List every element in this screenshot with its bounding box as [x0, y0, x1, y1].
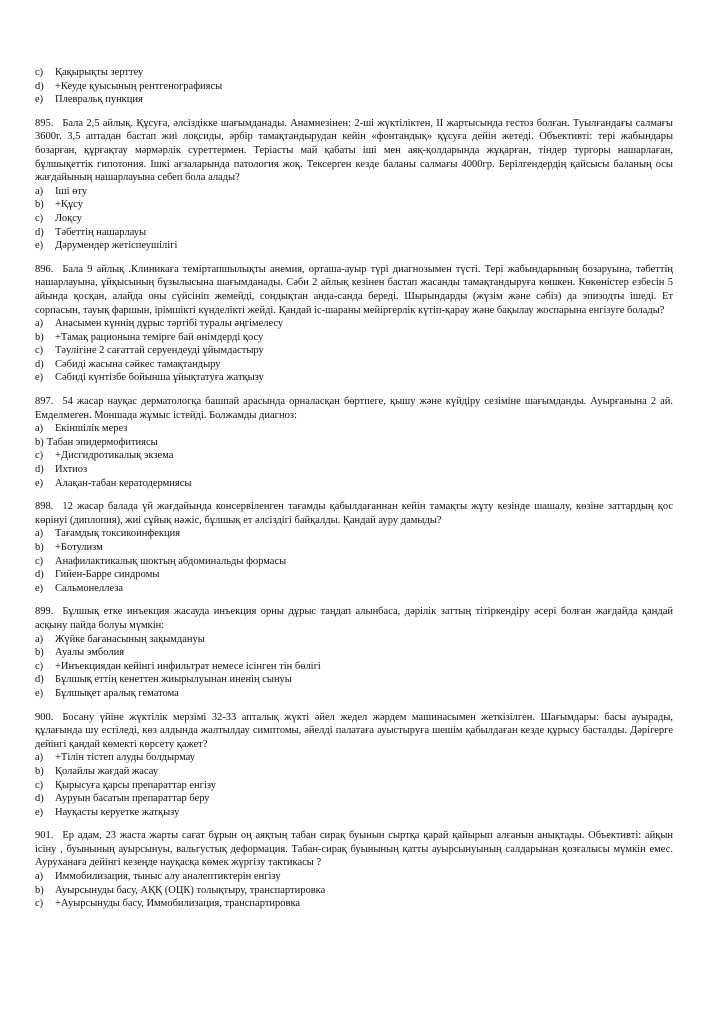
- option-text: Бұлшық еттің кенеттен жиырылуынан иненің сынуы: [55, 674, 292, 686]
- option-text: Ауырсынуды басу, АҚҚ (ОЦК) толықтыру, транспартировка: [55, 884, 326, 896]
- question-stem: [35, 263, 673, 317]
- option-letter: e): [35, 372, 44, 384]
- answer-option: [35, 344, 673, 358]
- option-letter: b): [35, 331, 44, 343]
- option-letter: b): [35, 647, 44, 659]
- option-text: Гийен-Барре синдромы: [55, 569, 160, 581]
- intro-options: [35, 66, 673, 107]
- question-900: [35, 711, 673, 820]
- question-number: 898.: [35, 501, 54, 513]
- answer-option: [35, 422, 673, 436]
- answer-option: [35, 541, 673, 555]
- question-895: [35, 117, 673, 253]
- answer-option: [35, 582, 673, 596]
- option-text: +Тамақ рационына темірге бай өнімдерді қосу: [55, 331, 264, 343]
- option-letter: d): [35, 80, 44, 92]
- option-letter: c): [35, 555, 44, 567]
- answer-option: [35, 66, 673, 80]
- option-letter: c): [35, 898, 44, 910]
- question-number: 899.: [35, 606, 54, 618]
- answer-option: [35, 527, 673, 541]
- answer-options: [35, 633, 673, 701]
- question-stem: [35, 395, 673, 422]
- answer-option: [35, 792, 673, 806]
- question-899: [35, 605, 673, 700]
- question-text: 12 жасар балада үй жағдайында консервіленген тағамды қабылдағаннан кейін тамақты жұту кезінде шашалу, көзіне заттардың қос көрінуі (диплопия), жиі сұйық нәжіс, бұлшық ет әлсіздігі байқалды. Қандай ауру дамыды?: [35, 501, 673, 526]
- option-text: +Кеуде қуысының рентгенографиясы: [55, 80, 223, 92]
- answer-option: [35, 317, 673, 331]
- option-text: Лоқсу: [55, 212, 82, 224]
- answer-option: [35, 568, 673, 582]
- option-letter: c): [35, 450, 44, 462]
- answer-option: [35, 212, 673, 226]
- option-text: Дәрумендер жетіспеушілігі: [55, 240, 178, 252]
- option-letter: a): [35, 185, 44, 197]
- answer-option: [35, 331, 673, 345]
- option-letter: a): [35, 318, 44, 330]
- answer-option: [35, 436, 673, 450]
- option-letter: e): [35, 94, 44, 106]
- question-stem: [35, 829, 673, 870]
- option-letter: e): [35, 806, 44, 818]
- answer-option: [35, 80, 673, 94]
- answer-option: [35, 673, 673, 687]
- option-text: Ихтиоз: [55, 464, 88, 476]
- option-letter: d): [35, 358, 44, 370]
- option-letter: b): [35, 884, 44, 896]
- option-text: Екіншілік мерез: [55, 423, 128, 435]
- option-text: Тәулігіне 2 сағаттай серуендеуді ұйымдастыру: [55, 345, 264, 357]
- option-text: +Ауырсынуды басу, Иммобилизация, транспартировка: [55, 898, 301, 910]
- answer-options: [35, 751, 673, 819]
- answer-option: [35, 371, 673, 385]
- option-letter: a): [35, 752, 44, 764]
- option-text: +Ботулизм: [55, 542, 103, 553]
- answer-option: [35, 751, 673, 765]
- answer-option: [35, 93, 673, 107]
- answer-option: [35, 226, 673, 240]
- option-text: Қырысуға қарсы препараттар енгізу: [55, 779, 217, 791]
- option-letter: d): [35, 464, 44, 476]
- answer-option: [35, 555, 673, 569]
- question-number: 900.: [35, 711, 54, 723]
- option-letter: a): [35, 871, 44, 883]
- answer-options: [35, 870, 673, 911]
- question-901: [35, 829, 673, 911]
- option-text: Анасымен күннің дұрыс тәртібі туралы әңгімелесу: [55, 318, 284, 330]
- answer-option: [35, 633, 673, 647]
- option-letter: c): [35, 779, 44, 791]
- answer-option: [35, 463, 673, 477]
- option-text: Сәбиді жасына сәйкес тамақтандыру: [55, 358, 221, 370]
- option-text: Табан эпидермофитиясы: [46, 436, 158, 448]
- option-letter: e): [35, 582, 44, 594]
- answer-option: [35, 358, 673, 372]
- answer-option: [35, 477, 673, 491]
- option-text: +Инъекциядан кейінгі инфильтрат немесе ісінген тін бөлігі: [55, 660, 321, 672]
- answer-option: [35, 884, 673, 898]
- option-text: Ауалы эмболия: [55, 647, 125, 659]
- answer-option: [35, 870, 673, 884]
- answer-options: [35, 527, 673, 595]
- option-letter: c): [35, 345, 44, 357]
- option-text: Бұлшықет аралық гематома: [55, 687, 179, 699]
- option-text: Қақырықты зерттеу: [55, 67, 144, 78]
- answer-option: [35, 646, 673, 660]
- option-letter: e): [35, 477, 44, 489]
- answer-options: [35, 422, 673, 490]
- option-letter: d): [35, 226, 44, 238]
- answer-options: [35, 185, 673, 253]
- question-number: 897.: [35, 396, 54, 408]
- answer-option: [35, 897, 673, 911]
- option-letter: d): [35, 793, 44, 805]
- option-letter: d): [35, 569, 44, 581]
- option-letter: c): [35, 660, 44, 672]
- question-text: Бала 2,5 айлық. Құсуға, әлсіздікке шағымданады. Анамнезінен: 2-ші жүктіліктен, ІІ жартысында гестоз болған. Туылғандағы салмағы 3600г. 3,5 аптадан бастап жиі лоқсиды, әрбір тамақтандырудан кейін «фонтандық» құсуға дейін жетеді. Объективті: тері жабындары бозарған, құрғақтау мәрмәрлік суреттермен. Терiасты май қабаты іші мен аяқ-қолдарында жұқарған, тіндер тургоры нашарлаған, бұлшықеттік гипотония. Ішкі ағзаларында патология жоқ. Тексерген кезде баланы салмағы 4000гр. Берілгендердің қайсысы баланың осы жағдайының нашарлауына себеп бола алады?: [35, 117, 673, 184]
- answer-option: [35, 198, 673, 212]
- option-text: +Дисгидротикалық экзема: [55, 450, 174, 462]
- option-letter: c): [35, 212, 44, 224]
- question-text: Бұлшық етке инъекция жасауда инъекция орны дұрыс таңдап алынбаса, дәрілік заттың тітіркендіру әсері болған жағдайда қандай асқыну пайда болуы мүмкін:: [35, 606, 673, 631]
- question-number: 896.: [35, 263, 54, 275]
- option-text: Науқасты керуетке жатқызу: [55, 806, 180, 818]
- answer-option: [35, 687, 673, 701]
- answer-option: [35, 185, 673, 199]
- option-text: Тәбеттің нашарлауы: [55, 226, 147, 238]
- option-text: Иммобилизация, тыныс алу аналептиктерін енгізу: [55, 871, 281, 883]
- answer-option: [35, 660, 673, 674]
- option-text: Анафилактикалық шоктың абдоминальды формасы: [55, 555, 287, 567]
- option-letter: b): [35, 765, 44, 777]
- answer-option: [35, 449, 673, 463]
- question-text: Ер адам, 23 жаста жарты сағат бұрын оң аяқтың табан сирақ буынын сыртқа қарай қайырып алғанын анықтады. Объективті: айқын ісіну , буынының ауырсынуы, вальгустық деформация. Табан-сирақ буынының қатты ауырсынуының салдарынан қозғалысы мүмкін емес. Ауруханаға дейінгі кезеңде науқасқа көмек жүргізу тактикасы ?: [35, 830, 673, 869]
- option-text: Плевральқ пункция: [55, 94, 143, 106]
- question-896: [35, 263, 673, 385]
- answer-option: [35, 779, 673, 793]
- question-897: [35, 395, 673, 490]
- question-text: Босану үйіне жүктілік мерзімі 32-33 апталық жүкті әйел жедел жәрдем машинасымен жеткізілген. Шағымдары: басы ауырады, құлағында шу естіледі, көз алдында жалтылдау симптомы, әйелді палатаға ауыстыруға шешім қабылдаған кезде құрысу басталды. Дәрігерге дейінгі қандай көмекті көрсету қажет?: [35, 711, 673, 750]
- option-text: Алақан-табан кератодермиясы: [55, 477, 192, 489]
- option-letter: b): [35, 542, 44, 553]
- answer-option: [35, 765, 673, 779]
- option-text: Ауруын басатын препараттар беру: [55, 793, 210, 805]
- question-number: 895.: [35, 117, 54, 129]
- option-letter: a): [35, 633, 44, 645]
- question-number: 901.: [35, 830, 54, 842]
- option-letter: e): [35, 687, 44, 699]
- question-stem: [35, 711, 673, 752]
- option-text: +Тілін тістеп алуды болдырмау: [55, 752, 196, 764]
- option-letter: b): [35, 199, 44, 211]
- option-text: Сәбиді күнтізбе бойынша ұйықтатуға жатқызу: [55, 372, 264, 384]
- option-text: Сальмонеллеза: [55, 582, 124, 594]
- option-text: Жүйке бағанасының зақымдануы: [55, 633, 205, 645]
- answer-options: [35, 317, 673, 385]
- option-text: Қолайлы жағдай жасау: [55, 765, 159, 777]
- answer-option: [35, 239, 673, 253]
- option-text: Тағамдық токсикоинфекция: [55, 528, 181, 540]
- option-text: +Құсу: [55, 199, 83, 211]
- option-letter: d): [35, 674, 44, 686]
- option-letter: b): [35, 436, 44, 448]
- option-letter: a): [35, 423, 44, 435]
- option-letter: a): [35, 528, 44, 540]
- question-text: 54 жасар науқас дерматологқа башпай арасында орналасқан бөртпеге, қышу және күйдіру сезіміне шағымданды. Ауырғанына 2 ай. Емделмеген. Моншада жұмыс істейді. Болжамды диагноз:: [35, 396, 673, 421]
- question-stem: [35, 605, 673, 632]
- question-stem: [35, 117, 673, 185]
- question-898: [35, 500, 673, 595]
- question-stem: [35, 500, 673, 527]
- option-letter: e): [35, 240, 44, 252]
- question-text: Бала 9 айлық .Клиникаға темiртапшылықты анемия, орташа-ауыр түрі диагнозымен түсті. Тері жабындарының бозаруына, тәбеттің нашарлауына, ұйқысының бұзылысына шағымданады. Сәби 2 айлық кезінен бастап жасанды тамақтандыруға көшкен. Көкөністер езбесін 5 айында қосқан, алайда оны сүйсініп жемейді, сондықтан анда-санда береді. Шырындарды (жүзім және сәбіз) да эпизодты ішеді. Ет сорпасын, тауық фаршын, ірімшікті күнделікті жейді. Қандай іс-шараны мейіргерлік күтіп-қарау және бақылау жоспарына енгізуге болады?: [35, 263, 673, 316]
- answer-option: [35, 806, 673, 820]
- option-text: Іші өту: [55, 185, 88, 197]
- option-letter: c): [35, 67, 44, 78]
